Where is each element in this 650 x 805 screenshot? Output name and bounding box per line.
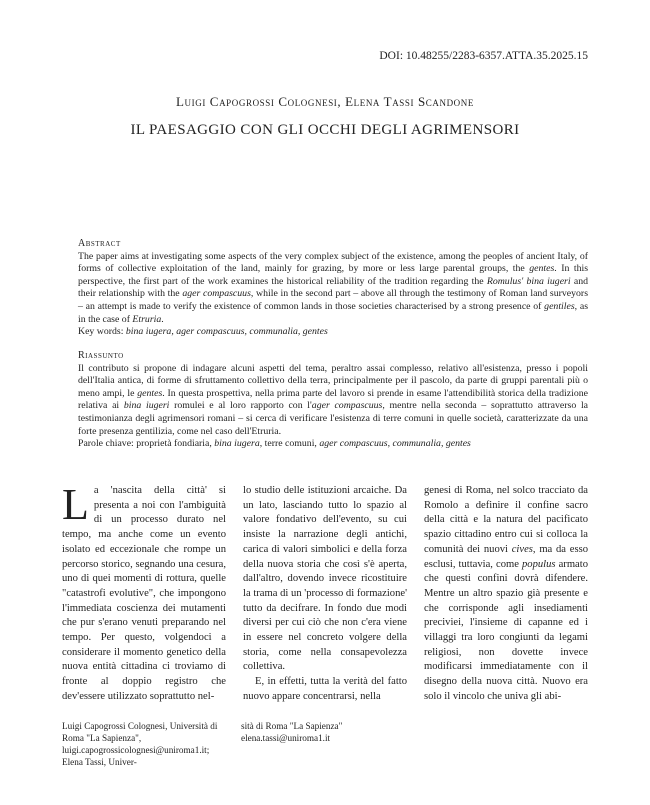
drop-cap: L: [62, 480, 89, 529]
column-2: [243, 484, 407, 709]
abstract-section: [78, 238, 588, 339]
abstract-body: The paper aims at investigating some aspects of the very complex subject of the existence, among the peoples of ancient Italy, of forms of collective exploitation of the land, mainly for grazing, by more or less large parental groups, the gentes. In this perspective, the first part of the work examines the historical reliability of the tradition regarding the Romulus' bina iugeri and their relationship with the ager compascuus, while in the second part – above all through the testimony of Roman land surveyors – an attempt is made to verify the existence of common lands in those societies characterised by a strong presence of gentiles, as in the case of Etruria.: [78, 250, 589, 325]
keywords: Key words: bina iugera, ager compascuus, communalia, gentes: [78, 326, 328, 338]
doi: DOI: 10.48255/2283-6357.ATTA.35.2025.15: [379, 50, 588, 62]
parole-chiave: Parole chiave: proprietà fondiaria, bina iugera, terre comuni, ager compascuus, communalia, gentes: [78, 438, 471, 450]
body-columns: [62, 480, 589, 709]
footnote-affiliation-right: sità di Roma "La Sapienza" elena.tassi@uniroma1.it: [241, 721, 343, 743]
column-1: [62, 480, 226, 709]
riassunto-heading: Riassunto: [78, 350, 124, 361]
footnote-affiliation-left: Luigi Capogrossi Colognesi, Università di Roma "La Sapienza", luigi.capogrossicolognesi@uniroma1.it; Elena Tassi, Univer-: [62, 721, 218, 767]
column-2-paragraph-2: E, in effetti, tutta la verità del fatto nuovo appare concentrarsi, nella: [243, 676, 407, 702]
abstract-heading: Abstract: [78, 238, 121, 249]
column-3: [424, 484, 588, 709]
riassunto-body: Il contributo si propone di indagare alcuni aspetti del tema, peraltro assai complesso, relativo all'esistenza, presso i popoli dell'Italia antica, di forme di sfruttamento collettivo della terra, principalmente per il pascolo, da parte di gruppi parentali più o meno ampi, le gentes. In questa prospettiva, nella prima parte del lavoro si prende in esame l'attendibilità storica della tradizione relativa ai bina iugeri romulei e al loro rapporto con l'ager compascuus, mentre nella seconda – soprattutto attraverso la testimonianza degli agrimensori romani – si cerca di verificare l'esistenza di terre comuni in quelle società, caratterizzate da una forte presenza gentilizia, come nel caso dell'Etruria.: [78, 362, 589, 437]
column-3-text: genesi di Roma, nel solco tracciato da Romolo a definire il confine sacro della città e la natura del pacificato spazio cittadino entro cui si colloca la comunità dei nuovi cives, ma da esso esclusi, tuttavia, come populus armato che questi confini dovrà difendere. Mentre un altro spazio già presente e che corrisponde agli insediamenti preciviei, l'insieme di capanne ed i villaggi tra loro congiunti da legami religiosi, non dovette invece modificarsi immediatamente con il disegno della nuova città. Nuovo era solo il vincolo che univa gli abi-: [424, 485, 589, 702]
column-2-paragraph-1: lo studio delle istituzioni arcaiche. Da un lato, lasciando tutto lo spazio al valore fondativo dell'evento, su cui insiste la narrazione degli antichi, carica di valori simbolici e della forza della nuova storia che così s'è aperta, dall'altro, dovendo invece ricostituire la trama di un 'processo di formazione' tutto da decifrare. In fondo due modi diversi per cui ciò che non c'era viene in essere nel concreto volgere della storia, come nella consapevolezza collettiva.: [243, 485, 407, 673]
riassunto-section: [78, 350, 588, 451]
article-title: IL PAESAGGIO CON GLI OCCHI DEGLI AGRIMENSORI: [130, 122, 520, 138]
column-1-text: a 'nascita della città' si presenta a noi con l'ambiguità di un processo durato nel tempo, ma anche come un evento isolato ed eccezionale che rompe un percorso storico, segnando una cesura, uno di quei momenti di rottura, quelle "catastrofi evolutive", che impongono l'immediata coscienza dei mutamenti che pur s'erano venuti preparando nel tempo. Per questo, volgendoci a considerare il momento genetico della nuova entità cittadina ci troviamo di fronte al doppio registro che dev'essere utilizzato soprattutto nel-: [62, 485, 226, 702]
authors: Luigi Capogrossi Colognesi, Elena Tassi Scandone: [176, 94, 474, 109]
